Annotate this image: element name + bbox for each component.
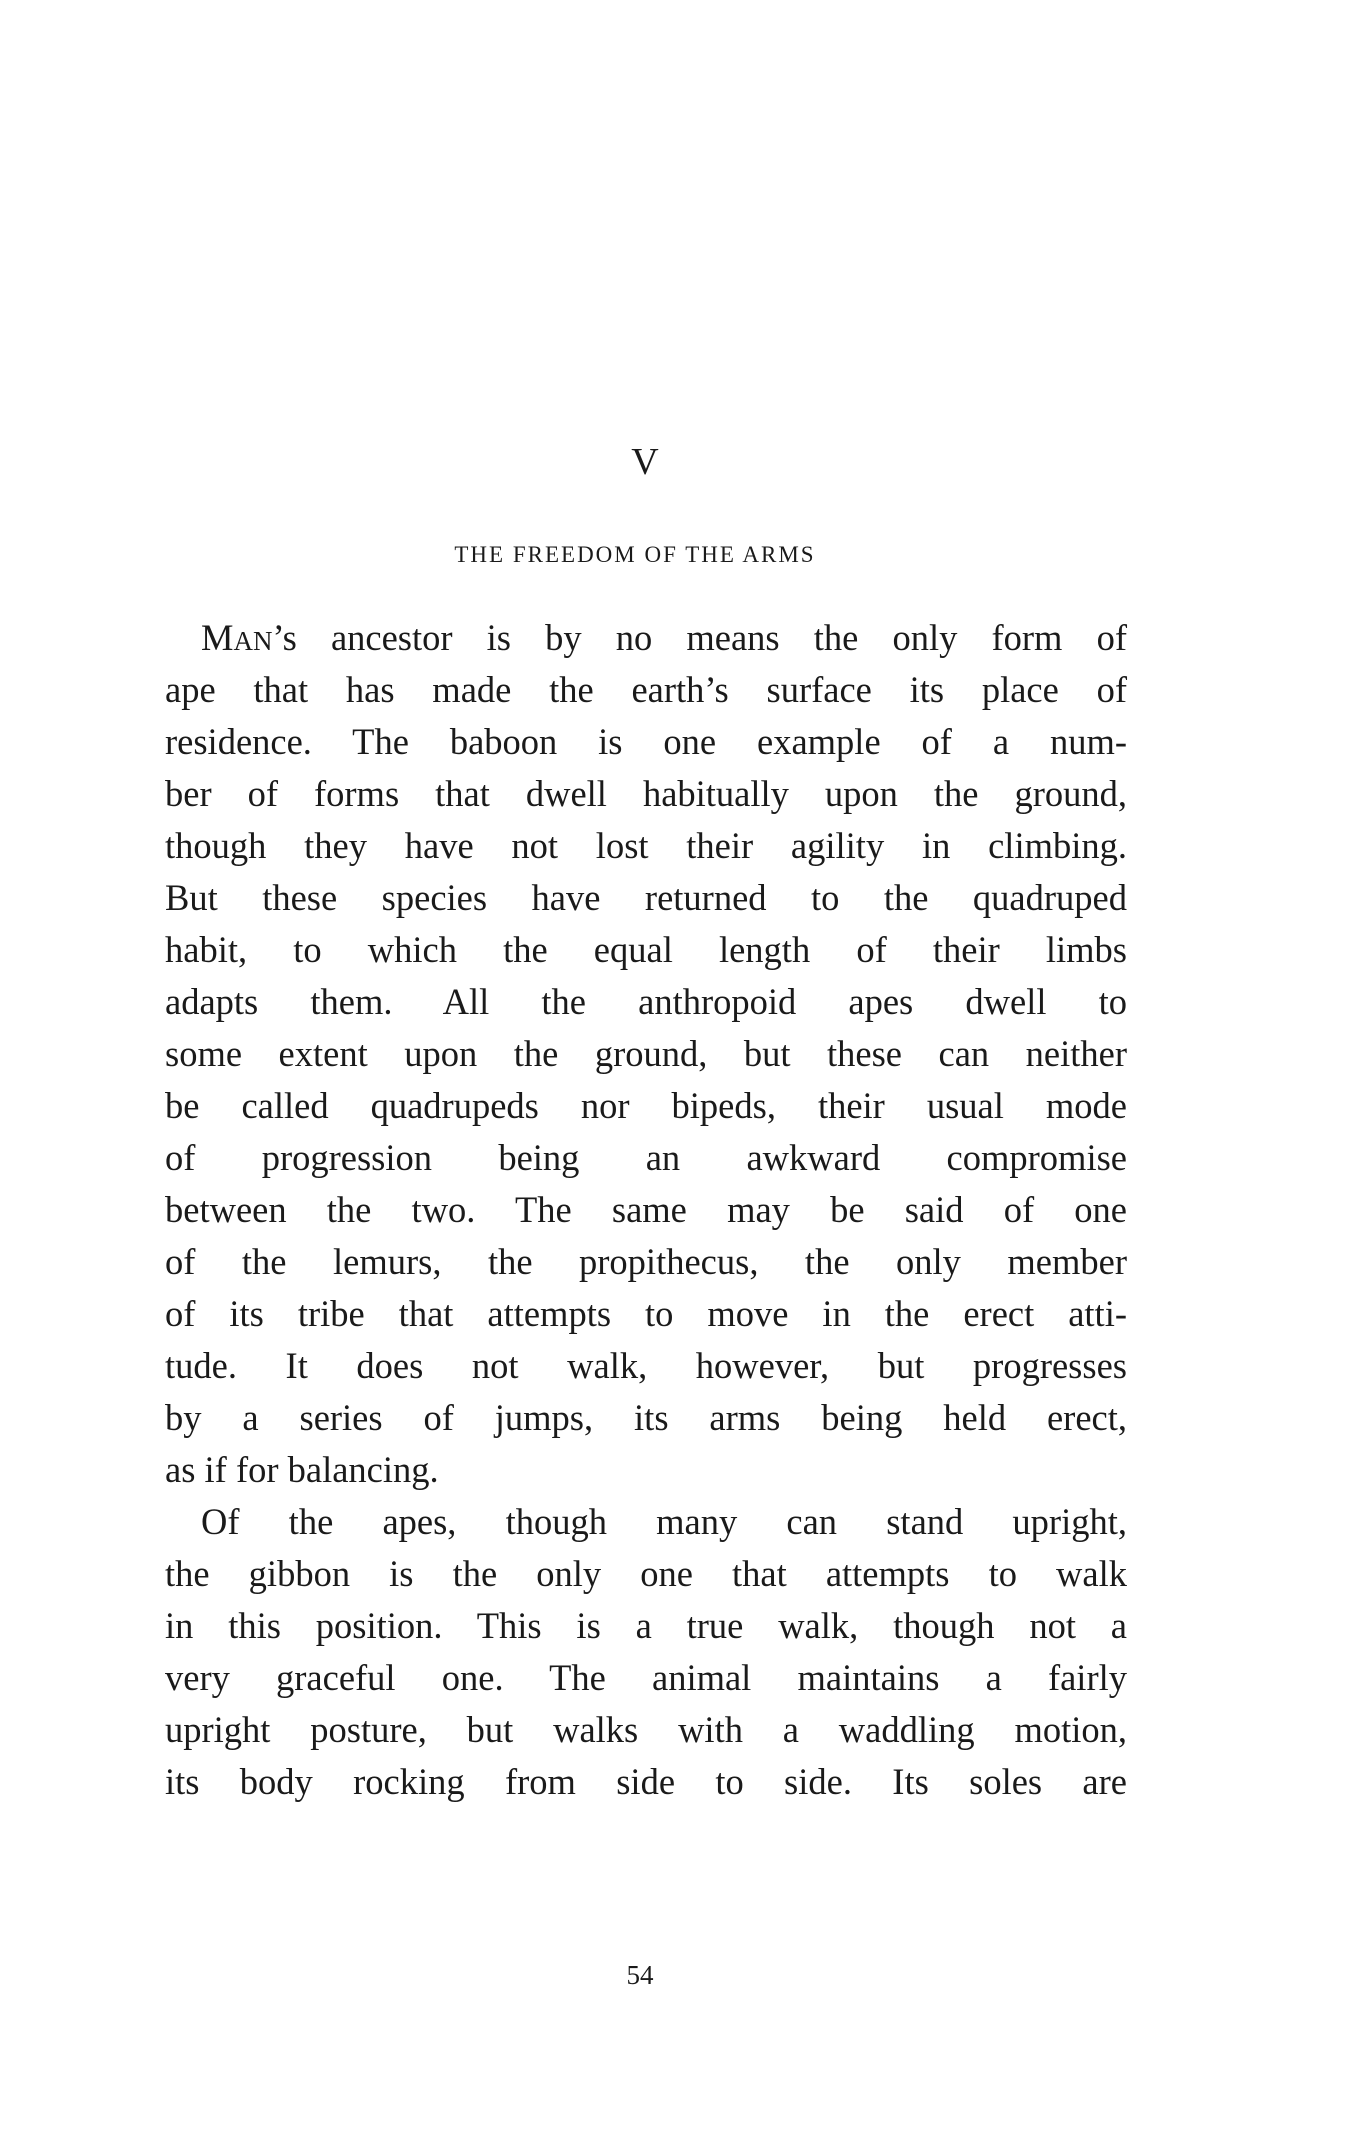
body-text: [165, 612, 1127, 1808]
text-line: tude. It does not walk, however, but progresses: [165, 1345, 1127, 1386]
paragraph-1-line-1: [165, 612, 1127, 664]
text-line: of its tribe that attempts to move in the erect atti-: [165, 1293, 1127, 1334]
chapter-title: THE FREEDOM OF THE ARMS: [454, 542, 816, 567]
dropcap-small: AN: [233, 626, 273, 656]
text-line: between the two. The same may be said of one: [165, 1189, 1127, 1230]
text-line: as if for balancing.: [165, 1449, 439, 1490]
text-line: Of the apes, though many can stand upright,: [201, 1501, 1127, 1542]
text-line: ber of forms that dwell habitually upon the ground,: [165, 773, 1127, 814]
first-line-rest: ’s ancestor is by no means the only form of: [272, 617, 1127, 658]
text-line: by a series of jumps, its arms being held erect,: [165, 1397, 1127, 1438]
text-line: be called quadrupeds nor bipeds, their usual mode: [165, 1085, 1127, 1126]
text-line: upright posture, but walks with a waddling motion,: [165, 1709, 1127, 1750]
chapter-number: V: [631, 441, 659, 483]
page-number: 54: [626, 1960, 654, 1990]
text-line: in this position. This is a true walk, though not a: [165, 1605, 1127, 1646]
text-line: ape that has made the earth’s surface its place of: [165, 669, 1127, 710]
text-line: habit, to which the equal length of their limbs: [165, 929, 1127, 970]
text-line: the gibbon is the only one that attempts to walk: [165, 1553, 1127, 1594]
text-line: adapts them. All the anthropoid apes dwell to: [165, 981, 1127, 1022]
dropcap-big: M: [201, 617, 234, 658]
text-line: of progression being an awkward compromise: [165, 1137, 1127, 1178]
text-line: very graceful one. The animal maintains a fairly: [165, 1657, 1127, 1698]
paragraph-2: [165, 1496, 1127, 1808]
text-line: some extent upon the ground, but these can neither: [165, 1033, 1127, 1074]
text-line: residence. The baboon is one example of a num-: [165, 721, 1127, 762]
text-line: But these species have returned to the quadruped: [165, 877, 1127, 918]
text-line: its body rocking from side to side. Its soles are: [165, 1761, 1127, 1802]
text-line: though they have not lost their agility in climbing.: [165, 825, 1127, 866]
paragraph-1: [165, 612, 1127, 1496]
text-line: of the lemurs, the propithecus, the only member: [165, 1241, 1127, 1282]
